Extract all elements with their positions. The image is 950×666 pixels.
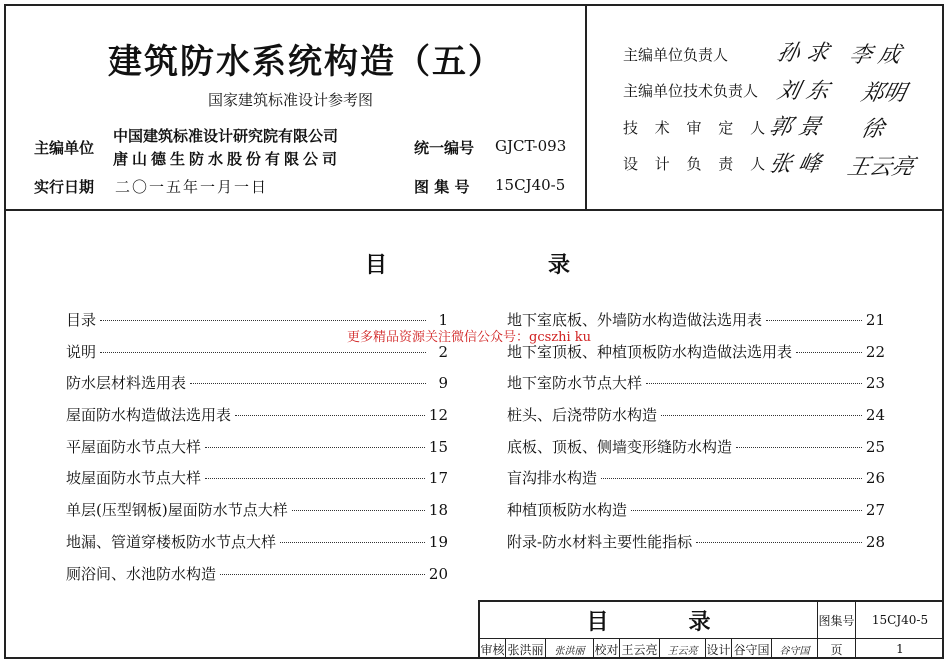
toc-item[interactable]: 附录-防水材料主要性能指标 28 [507, 532, 885, 551]
effective-date-label: 实行日期 [34, 178, 95, 196]
toc-item[interactable]: 地下室底板、外墙防水构造做法选用表 21 [507, 311, 885, 329]
editor-unit-1: 中国建筑标准设计研究院有限公司 [113, 127, 339, 145]
signature: 刘 东 [774, 79, 832, 104]
unified-code: GJCT-093 [495, 137, 567, 155]
toc-heading-right: 录 [548, 253, 571, 278]
design-label: 设计 [706, 639, 732, 659]
page-label: 页 [818, 639, 856, 659]
toc-item[interactable]: 平屋面防水节点大样 15 [66, 437, 448, 456]
header-vertical-divider [585, 4, 587, 210]
unified-code-label: 统一编号 [414, 139, 475, 157]
signature: 郑明 [858, 81, 909, 106]
signature: 李 成 [846, 43, 904, 68]
toc-right-column [507, 309, 885, 563]
editor-unit-2: 唐山德生防水股份有限公司 [113, 150, 342, 168]
design-signature: 谷守国 [772, 639, 818, 659]
atlas-value: 15CJ40-5 [856, 602, 944, 639]
atlas-label: 图集号 [818, 602, 856, 639]
toc-item[interactable]: 盲沟排水构造 26 [507, 469, 885, 488]
page-title: 建筑防水系统构造（五） [108, 42, 504, 82]
check-signature: 王云亮 [660, 639, 706, 659]
page-subtitle: 国家建筑标准设计参考图 [208, 91, 374, 109]
page-value: 1 [896, 642, 904, 656]
toc-item[interactable]: 地下室顶板、种植顶板防水构造做法选用表 22 [507, 342, 885, 361]
title-block [478, 600, 944, 659]
toc-item[interactable]: 桩头、后浇带防水构造 24 [507, 406, 885, 425]
toc-item[interactable]: 种植顶板防水构造 27 [507, 501, 885, 520]
editor-unit-label: 主编单位 [34, 139, 95, 157]
toc-item[interactable]: 单层(压型钢板)屋面防水节点大样 18 [66, 501, 448, 520]
atlas-no-label: 图 集 号 [414, 178, 470, 196]
toc-item[interactable]: 厕浴间、水池防水构造 20 [66, 564, 448, 583]
toc-item[interactable]: 屋面防水构造做法选用表 12 [66, 406, 448, 425]
responsible-role: 技 术 审 定 人 [623, 119, 772, 137]
responsible-role: 设 计 负 责 人 [623, 155, 772, 173]
responsible-role: 主编单位负责人 [623, 46, 729, 64]
design-name: 谷守国 [732, 639, 772, 659]
atlas-no: 15CJ40-5 [495, 176, 566, 194]
toc-item[interactable]: 底板、顶板、侧墙变形缝防水构造 25 [507, 437, 885, 456]
responsible-role: 主编单位技术负责人 [623, 82, 759, 100]
signature: 孙 求 [774, 41, 832, 66]
effective-date: 二〇一五年一月一日 [115, 178, 269, 196]
watermark-text: 更多精品资源关注微信公众号：gcszhi ku [347, 330, 592, 345]
signature: 张 峰 [766, 152, 824, 177]
check-name: 王云亮 [620, 639, 660, 659]
signature: 王云亮 [844, 155, 917, 180]
signature: 郭 景 [766, 115, 824, 140]
header-divider [4, 209, 944, 211]
toc-heading-left: 目 [365, 253, 388, 278]
toc-item[interactable]: 地下室防水节点大样 23 [507, 374, 885, 393]
review-label: 审核 [480, 639, 506, 659]
toc-item[interactable]: 坡屋面防水节点大样 17 [66, 469, 448, 488]
toc-item[interactable]: 说明 2 [66, 342, 448, 361]
check-label: 校对 [594, 639, 620, 659]
title-block-name: 目 录 [480, 602, 818, 639]
toc-item[interactable]: 防水层材料选用表 9 [66, 374, 448, 393]
toc-item[interactable]: 地漏、管道穿楼板防水节点大样 19 [66, 532, 448, 551]
signature: 徐 [858, 117, 887, 142]
review-signature: 张洪丽 [546, 639, 594, 659]
toc-item[interactable]: 目录 1 [66, 311, 448, 329]
toc-left-column [66, 309, 448, 594]
review-name: 张洪丽 [506, 639, 546, 659]
